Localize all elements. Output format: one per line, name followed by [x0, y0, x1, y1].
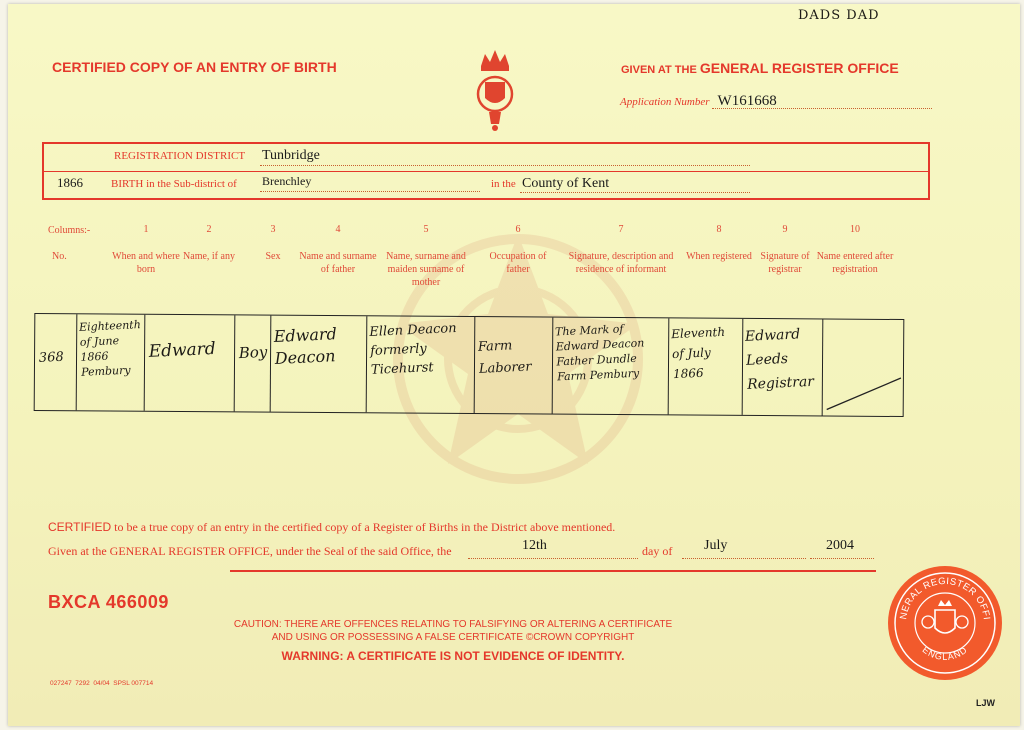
entry-registered: Eleventh of July 1866: [670, 324, 726, 382]
column-number: 10: [850, 224, 860, 235]
birth-year: 1866: [57, 175, 83, 190]
certified-statement: [48, 520, 615, 535]
serial-digits: 466009: [105, 592, 169, 612]
column-label: When registered: [686, 251, 752, 262]
divider-line: [230, 570, 876, 572]
entry-when-where: Eighteenth of June 1866 Pembury: [78, 318, 142, 379]
entry-occupation: Farm Laborer: [477, 338, 532, 377]
column-label: Occupation of father: [489, 251, 547, 275]
entry-informant: The Mark of Edward Deacon Father Dundle Farm Pembury: [554, 322, 645, 384]
entry-name: Edward: [148, 338, 217, 362]
certificate-title: CERTIFIED COPY OF AN ENTRY OF BIRTH: [52, 59, 337, 75]
entry-registrar-cell: [743, 319, 824, 416]
entry-registered-cell: [669, 318, 744, 415]
entry-father-cell: [271, 316, 368, 413]
application-number-row: [620, 92, 932, 112]
initials: LJW: [976, 698, 995, 708]
entry-sex: Boy: [238, 342, 268, 363]
caution-text: [218, 618, 688, 663]
no-label: No.: [52, 251, 67, 262]
column-label: Sex: [265, 251, 281, 262]
general-register-seal: [886, 564, 1004, 682]
handwritten-note: DADS DAD: [798, 8, 880, 23]
column-number: 2: [206, 224, 212, 235]
entry-sex-cell: [235, 315, 272, 411]
subdistrict-value: Brenchley: [262, 174, 312, 188]
column-label: Signature, description and residence of informant: [568, 251, 674, 275]
given-text: Given at the GENERAL REGISTER OFFICE, under the Seal of the said Office, the: [48, 544, 452, 558]
district-value: Tunbridge: [262, 148, 320, 163]
entry-mother-cell: [367, 316, 476, 413]
column-label: When and where born: [112, 251, 180, 275]
seal-top-text: NERAL REGISTER OFFI: [898, 575, 992, 621]
column-number: 8: [716, 224, 722, 235]
entry-after-cell: [823, 319, 904, 416]
warning-text: WARNING: A CERTIFICATE IS NOT EVIDENCE OF IDENTITY.: [281, 649, 625, 663]
cert-year: 2004: [826, 538, 854, 553]
caution-line-1: CAUTION: THERE ARE OFFENCES RELATING TO FALSIFYING OR ALTERING A CERTIFICATE: [233, 619, 673, 630]
cert-month: July: [704, 538, 728, 553]
cert-day: 12th: [522, 538, 547, 553]
column-number: 1: [143, 224, 149, 235]
column-label: Name, if any: [183, 251, 235, 262]
entry-row: [34, 313, 905, 417]
column-number: 7: [618, 224, 624, 235]
column-number: 6: [515, 224, 521, 235]
column-label: Name, surname and maiden surname of mother: [386, 251, 466, 288]
column-number: 3: [270, 224, 276, 235]
day-of-label: day of: [642, 544, 673, 558]
entry-no-cell: [35, 314, 78, 410]
column-label: Signature of registrar: [760, 251, 810, 275]
entry-mother: Ellen Deacon formerly Ticehurst: [368, 321, 457, 378]
entry-father: Edward Deacon: [273, 324, 338, 368]
in-the-label: in the: [491, 178, 516, 190]
royal-crest-icon: [471, 46, 519, 132]
application-number: W161668: [717, 93, 777, 109]
form-codes: 027247 7292 04/04 SPSL 007714: [50, 680, 154, 687]
certificate-paper: [8, 4, 1020, 726]
columns-label: Columns:-: [48, 225, 91, 236]
application-label: Application Number: [620, 96, 710, 108]
entry-occupation-cell: [475, 317, 554, 414]
entry-when-where-cell: [77, 314, 146, 410]
seal-bottom-text: ENGLAND: [920, 644, 970, 662]
column-number: 5: [423, 224, 429, 235]
serial-number: [48, 592, 169, 613]
column-label: Name entered after registration: [816, 251, 894, 275]
entry-registrar: Edward Leeds Registrar: [744, 326, 815, 393]
entry-informant-cell: [553, 318, 670, 415]
office-name: GENERAL REGISTER OFFICE: [699, 60, 899, 76]
birth-label: BIRTH in the Sub-district of: [111, 178, 237, 190]
seal-graphic-icon: [886, 564, 1004, 682]
column-number: 9: [782, 224, 788, 235]
entry-no: 368: [38, 349, 65, 366]
column-number: 4: [335, 224, 341, 235]
given-at-heading: [621, 60, 899, 76]
given-at-prefix: GIVEN AT THE: [621, 64, 697, 76]
certified-text: to be a true copy of an entry in the certified copy of a Register of Births in the District above mentioned.: [114, 520, 616, 534]
certified-word: CERTIFIED: [48, 520, 112, 534]
caution-line-2: AND USING OR POSSESSING A FALSE CERTIFICATE ©CROWN COPYRIGHT: [271, 632, 635, 643]
entry-name-cell: [145, 315, 236, 412]
district-label: REGISTRATION DISTRICT: [114, 150, 246, 162]
column-label: Name and surname of father: [299, 251, 377, 275]
registration-box: [42, 142, 930, 200]
county-value: County of Kent: [522, 176, 610, 191]
serial-prefix: BXCA: [48, 592, 101, 612]
